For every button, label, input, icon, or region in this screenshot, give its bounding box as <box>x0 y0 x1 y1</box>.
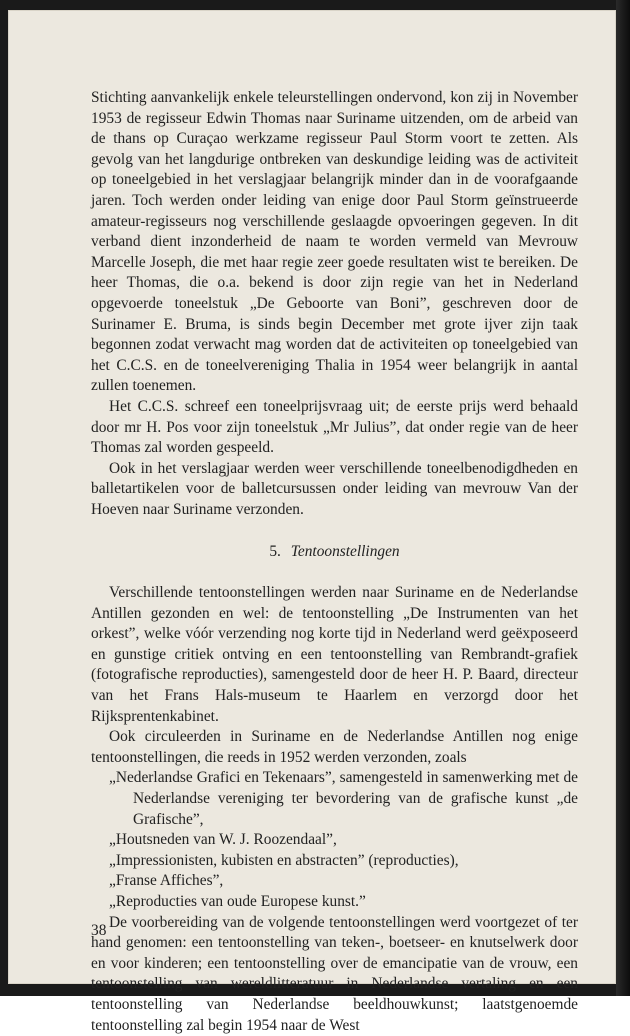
paragraph-toneelprijsvraag: Het C.C.S. schreef een toneelprijsvraag uit; de eerste prijs werd behaald door mr H. Pos voor zijn toneelstuk „Mr Julius”, dat onder regie van de heer Thomas zal worden gespeeld. <box>91 397 578 457</box>
exhibition-item: „Nederlandse Grafici en Tekenaars”, samengesteld in samenwerking met de Nederlandse vereniging ter bevordering van de grafische kunst „de Grafische”, <box>109 769 578 828</box>
page-number: 38 <box>91 922 107 939</box>
paragraph-exhibitions-sent: Verschillende tentoonstellingen werden naar Suriname en de Nederlandse Antillen gezonden en wel: de tentoonstelling „De Instrumenten van het orkest”, welke vóór verzending nog korte tijd in Nederland werd geëxposeerd en gunstige critiek ontving en een tentoonstelling van Rembrandt-grafiek (fotografische reproducties), samengesteld door de heer H. P. Baard, directeur van het Frans Hals-museum te Haarlem en verzorgd door het Rijksprentenkabinet. <box>91 584 578 725</box>
section-number: 5. <box>269 543 281 561</box>
exhibition-item: „Franse Affiches”, <box>109 872 224 890</box>
paragraph-preparation: De voorbereiding van de volgende tentoonstellingen werd voortgezet of ter hand genomen: een tentoonstelling van teken-, boetseer- en knutselwerk door en voor kinderen; een tentoonstelling over de emancipatie van de vrouw, een tentoonstelling van wereldlitteratuur in Nederlandse vertaling en een tentoonstelling van Nederlandse beeldhouwkunst; laatstgenoemde tentoonstelling zal begin 1954 naar de West <box>91 913 578 1034</box>
exhibition-item: „Impressionisten, kubisten en abstracten” (reproducties), <box>109 851 459 869</box>
exhibition-item: „Houtsneden van W. J. Roozendaal”, <box>109 831 337 849</box>
paragraph-theater-continued: Stichting aanvankelijk enkele teleurstellingen ondervond, kon zij in November 1953 de regisseur Edwin Thomas naar Suriname uitzenden, om de arbeid van de thans op Curaçao werkzame regisseur Paul Storm voort te zetten. Als gevolg van het langdurige ontbreken van deskundige leiding was de activiteit op toneelgebied in het verslagjaar belangrijk minder dan in de voorafgaande jaren. Toch werden onder leiding van enige door Paul Storm geïnstrueerde amateur-regisseurs nog verschillende geslaagde opvoeringen gegeven. In dit verband dient inzonderheid de naam te worden vermeld van Mevrouw Marcelle Joseph, die met haar regie zeer goede resultaten wist te bereiken. De heer Thomas, die o.a. bekend is door zijn regie van het in Nederland opgevoerde toneelstuk „De Geboorte van Boni”, geschreven door de Surinamer E. Bruma, is sinds begin December met grote ijver zijn taak begonnen zodat verwacht mag worden dat de activiteiten op toneelgebied van het C.C.S. en de toneelvereniging Thalia in 1954 weer belangrijk in aantal zullen toenemen. <box>91 89 578 395</box>
section-heading <box>91 542 578 563</box>
exhibition-item: „Reproducties van oude Europese kunst.” <box>109 892 366 910</box>
paragraph-ballet-supplies: Ook in het verslagjaar werden weer verschillende toneelbenodigdheden en balletartikelen voor de balletcursussen onder leiding van mevrouw Van der Hoeven naar Suriname verzonden. <box>91 459 578 518</box>
paragraph-exhibitions-circulating: Ook circuleerden in Suriname en de Nederlandse Antillen nog enige tentoonstellingen, die reeds in 1952 werden verzonden, zoals <box>91 728 578 766</box>
section-title: Tentoonstellingen <box>290 543 400 561</box>
page-text <box>91 88 578 1036</box>
exhibition-list <box>91 768 578 912</box>
page-edge-shadow <box>616 0 630 996</box>
